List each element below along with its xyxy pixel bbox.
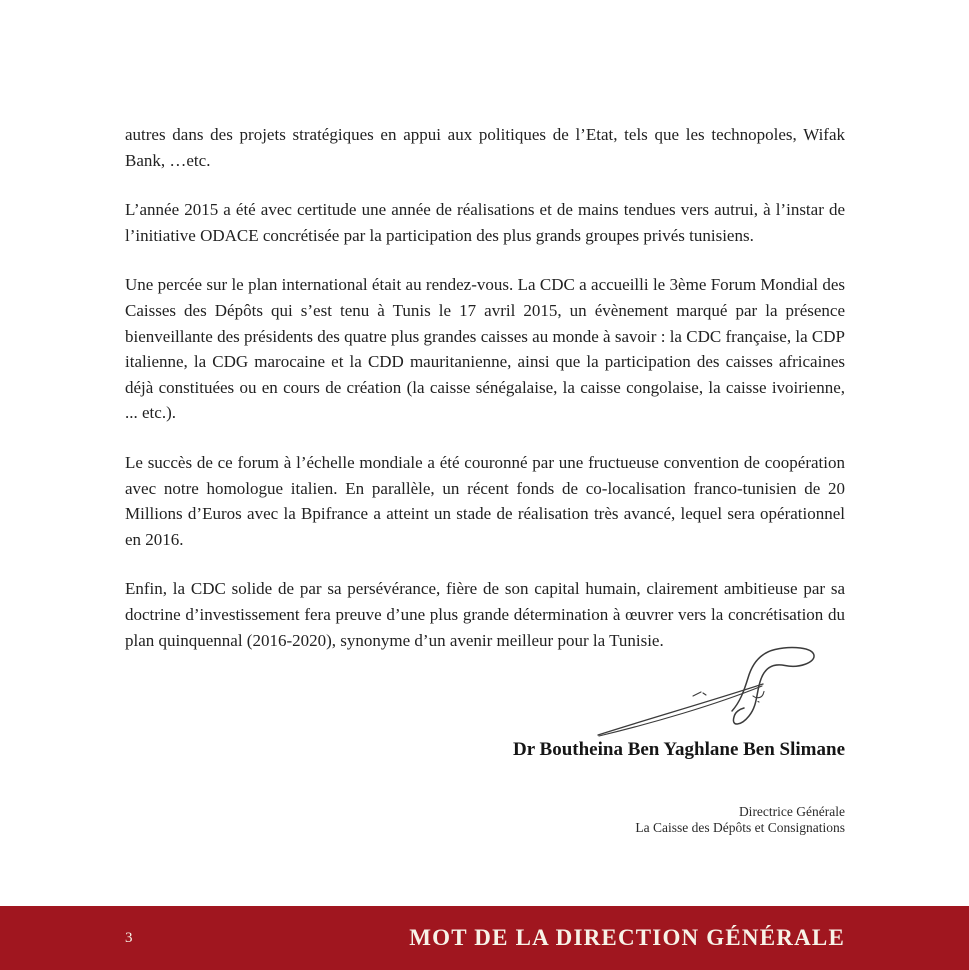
footer-bar bbox=[0, 906, 969, 970]
body-paragraph: Une percée sur le plan international était au rendez-vous. La CDC a accueilli le 3ème Forum Mondial des Caisses des Dépôts qui s’est tenu à Tunis le 17 avril 2015, un évènement marqué par la présence bienveillante des présidents des quatre plus grandes caisses au monde à savoir : la CDC française, la CDP italienne, la CDG marocaine et la CDD mauritanienne, ainsi que la participation des caisses africaines déjà constituées ou en cours de création (la caisse sénégalaise, la caisse congolaise, la caisse ivoirienne, ... etc.). bbox=[125, 275, 845, 423]
footer-section-title: MOT DE LA DIRECTION GÉNÉRALE bbox=[409, 925, 845, 950]
body-paragraph: Le succès de ce forum à l’échelle mondiale a été couronné par une fructueuse convention de coopération avec notre homologue italien. En parallèle, un récent fonds de co-localisation franco-tunisien de 20 Millions d’Euros avec la Bpifrance a atteint un stade de réalisation très avancé, lequel sera opérationnel en 2016. bbox=[125, 452, 845, 549]
signature-image bbox=[593, 645, 821, 743]
body-paragraph: autres dans des projets stratégiques en appui aux politiques de l’Etat, tels que les technopoles, Wifak Bank, …etc. bbox=[125, 125, 845, 170]
signatory-role-block bbox=[635, 804, 845, 835]
signatory-organization: La Caisse des Dépôts et Consignations bbox=[635, 819, 845, 835]
body-text bbox=[125, 122, 845, 677]
body-paragraph: L’année 2015 a été avec certitude une année de réalisations et de mains tendues vers autrui, à l’instar de l’initiative ODACE concrétisée par la participation des plus grands groupes privés tunisiens. bbox=[125, 200, 845, 245]
signatory-title: Directrice Générale bbox=[738, 804, 845, 819]
signature-scribble-icon bbox=[593, 645, 821, 743]
page-number: 3 bbox=[125, 929, 133, 946]
body-paragraph: Enfin, la CDC solide de par sa persévérance, fière de son capital humain, clairement ambitieuse par sa doctrine d’investissement fera preuve d’une plus grande détermination à œuvrer vers la concrétisation du plan quinquennal (2016-2020), synonyme d’un avenir meilleur pour la Tunisie. bbox=[125, 579, 845, 650]
signatory-name: Dr Boutheina Ben Yaghlane Ben Slimane bbox=[512, 739, 845, 760]
